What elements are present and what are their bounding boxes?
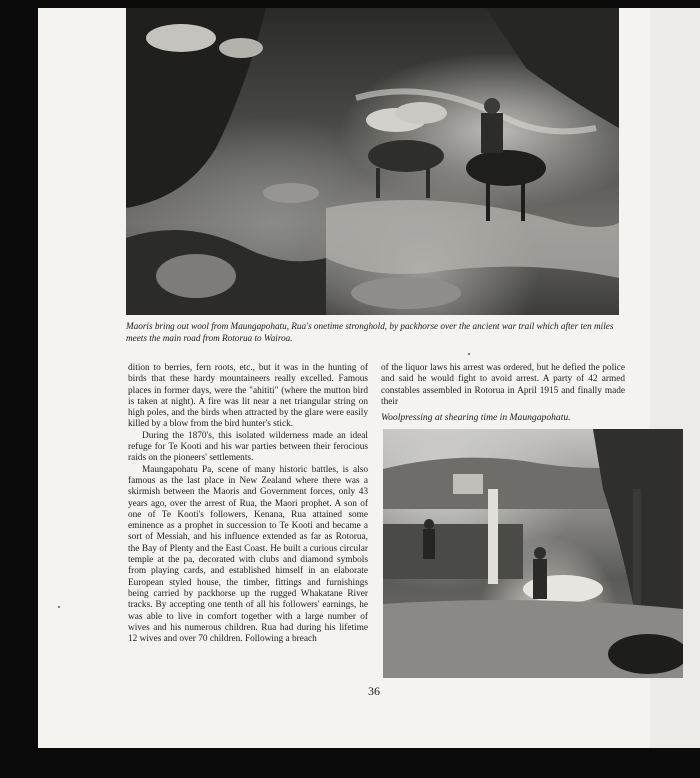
paragraph: During the 1870's, this isolated wilderness made an ideal refuge for Te Kooti and his war parties between their ferocious raids on the pioneers' settlements. (128, 430, 368, 464)
rock (263, 183, 319, 203)
magazine-page (38, 8, 700, 748)
woolshed (383, 524, 523, 579)
top-photo-caption: Maoris bring out wool from Maungapohatu, Rua's onetime stronghold, by packhorse over the ancient war trail which after ten miles meets the main road from Rotorua to Wairoa. (126, 321, 614, 343)
rock (156, 254, 236, 298)
right-photo-caption: Woolpressing at shearing time in Maungapohatu. (381, 412, 571, 423)
person (533, 559, 547, 599)
paragraph: Maungapohatu Pa, scene of many historic battles, is also famous as the last place in New Zealand where there was a skirmish between the Maoris and Government forces, only 43 years ago, over the arrest of Rua, the Maori prophet. A son of one of Te Kooti's followers, Kenana, Rua attained some eminence as a prophet in succession to Te Kooti and became a sort of Messiah, and his influence extended as far as Rotorua, the Bay of Plenty and the East Coast. He built a curious circular temple at the pa, decorated with clubs and diamond symbols from playing cards, and established himself in an elaborate European styled house, the timber, fittings and furnishings being carried by packhorse up the rugged Whakatane River tracks. By accepting one tenth of all his followers' earnings, he was able to live in comfort together with a large number of wives and his numerous children. Rua had during his lifetime 12 wives and over 70 children. Following a breach (128, 464, 368, 645)
wool-bale (395, 102, 447, 124)
print-speck (468, 353, 470, 355)
packhorse (368, 140, 444, 172)
person (423, 529, 435, 559)
print-speck (58, 606, 60, 608)
rider-horse (466, 150, 546, 186)
rock (351, 277, 461, 309)
paragraph: of the liquor laws his arrest was ordered, but he defied the police and said he would fight to avoid arrest. A party of 42 armed constables assembled in Rotorua in April 1915 and finally made their (381, 363, 625, 407)
article-right-column (381, 363, 625, 408)
rider (481, 113, 503, 153)
woolpressing-photo (383, 429, 683, 678)
packhorse-river-photo (126, 8, 619, 315)
river-water (326, 200, 619, 278)
right-bank-trees (486, 8, 619, 128)
page-number: 36 (368, 684, 380, 698)
article-left-column (128, 363, 368, 645)
wool-bale (453, 474, 483, 494)
wool-bale (146, 24, 216, 52)
press-post (488, 489, 498, 584)
wool-bale (219, 38, 263, 58)
paragraph: dition to berries, fern roots, etc., but it was in the hunting of birds that these hardy mountaineers really excelled. Famous places in former days, were the "ahititi" (where the mutton bird is taken at night). A fire was lit near a net triangular string on high poles, and the birds when attracted by the glare were easily killed by a blow from the bird hunter's stick. (128, 363, 368, 430)
